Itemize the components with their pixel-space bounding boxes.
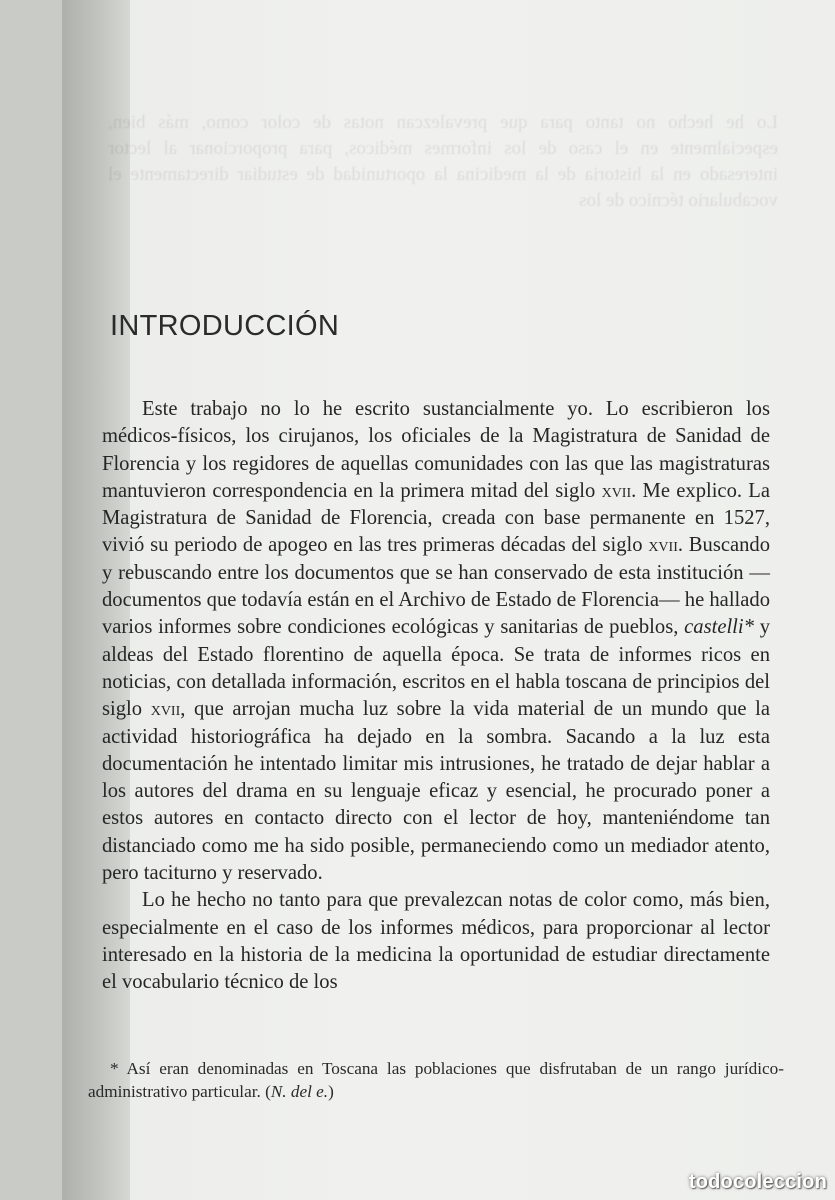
italic-term: castelli* <box>684 616 754 639</box>
paragraph-1-part-2: . Me explico. La Magistratura de Sanidad de Florencia, creada con base permanente en 1527, vivió su periodo de apogeo en las tres primeras décadas del siglo <box>102 479 770 557</box>
century-numeral: xvii <box>648 534 678 557</box>
paragraph-1-part-5: , que arrojan mucha luz sobre la vida material de un mundo que la actividad historiográfica ha dejado en la sombra. Sacando a la luz esta documentación he intentado limitar mis intrusiones, he tratado de dejar hablar a los autores del drama en su lenguaje eficaz y esencial, he procurado poner a estos autores en contacto directo con el lector de hoy, manteniéndome tan distanciado como me ha sido posible, permaneciendo como un mediador atento, pero taciturno y reservado. <box>102 698 771 885</box>
footnote-close: ) <box>328 1081 334 1101</box>
footnote-text <box>88 1058 784 1103</box>
bleed-through-text <box>108 110 778 390</box>
paragraph-2: Lo he hecho no tanto para que prevalezcan notas de color como, más bien, especialmente en el caso de los informes médicos, para proporcionar al lector interesado en la historia de la medicina la oportunidad de estudiar directamente el vocabulario técnico de los <box>102 889 770 994</box>
century-numeral: xvii <box>150 698 181 721</box>
bleed-through-content: Lo he hecho no tanto para que prevalezcan notas de color como, más bien, especialmente en el caso de los informes médicos, para proporcionar al lector interesado en la historia de la medicina la oportunidad de estudiar directamente el vocabulario técnico de los <box>108 112 778 211</box>
footnote-editor-note: N. del e. <box>270 1081 329 1101</box>
footnote-body: * Así eran denominadas en Toscana las poblaciones que disfrutaban de un rango jurídico-administrativo particular. ( <box>88 1059 784 1101</box>
paragraph-1 <box>102 396 770 887</box>
watermark-logo: todocoleccion <box>688 1171 827 1193</box>
chapter-heading: INTRODUCCIÓN <box>110 310 340 342</box>
century-numeral: xvii <box>601 479 632 502</box>
main-text <box>102 396 770 997</box>
paragraph-1-part-4: y aldeas del Estado florentino de aquella época. Se trata de informes ricos en noticias, con detallada información, escritos en el habla toscana de principios del siglo <box>102 616 770 721</box>
paragraph-1-part-1: Este trabajo no lo he escrito sustancialmente yo. Lo escribieron los médicos-físicos, los cirujanos, los oficiales de la Magistratura de Sanidad de Florencia y los regidores de aquellas comunidades con las que las magistraturas mantuvieron correspondencia en la primera mitad del siglo <box>102 398 770 502</box>
footnote <box>88 1058 784 1103</box>
paragraph-1-part-3: . Buscando y rebuscando entre los documentos que se han conservado de esta institución —documentos que todavía están en el Archivo de Estado de Florencia— he hallado varios informes sobre condiciones ecológicas y sanitarias de pueblos, <box>102 534 771 639</box>
